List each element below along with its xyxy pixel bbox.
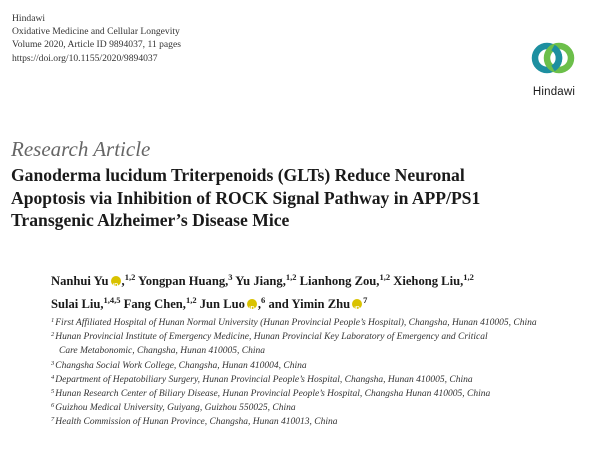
author-line: [51, 268, 591, 291]
hindawi-logo-icon: [529, 34, 577, 82]
volume-line: Volume 2020, Article ID 9894037, 11 pages: [12, 39, 181, 51]
affiliation: $^2$Hunan Provincial Institute of Emergency Medicine, Hunan Provincial Key Laboratory of Emergency and Critical: [51, 331, 488, 343]
author[interactable]: Fang Chen,$^{1,2}$: [123, 295, 197, 311]
author[interactable]: Jun LuoiD ,$^6$: [200, 297, 266, 311]
affiliation: $^3$Changsha Social Work College, Changsha, Hunan 410004, China: [51, 359, 307, 371]
article-type: Research Article: [11, 137, 151, 161]
title-line: Transgenic Alzheimer’s Disease Mice: [11, 210, 290, 231]
author[interactable]: Nanhui YuiD ,$^{1,2}$: [51, 274, 135, 288]
hindawi-logo: [521, 34, 587, 102]
title-line: Apoptosis via Inhibition of ROCK Signal Pathway in APP/PS1: [11, 187, 481, 208]
affiliation-list: [51, 315, 596, 429]
author[interactable]: Xiehong Liu,$^{1,2}$: [393, 272, 474, 288]
affiliation: $^1$First Affiliated Hospital of Hunan Normal University (Hunan Provincial People’s Hospital), Changsha, Hunan 410005, China: [51, 317, 537, 328]
author[interactable]: and Yimin ZhuiD $^7$: [268, 297, 367, 311]
author[interactable]: Yu Jiang,$^{1,2}$: [235, 272, 297, 288]
author[interactable]: Sulai Liu,$^{1,4,5}$: [51, 295, 121, 311]
author-list: [51, 268, 591, 314]
affiliation: Care Metabonomic, Changsha, Hunan 410005, China: [59, 346, 266, 357]
author[interactable]: Lianhong Zou,$^{1,2}$: [299, 272, 391, 288]
affiliation: $^6$Guizhou Medical University, Guiyang, Guizhou 550025, China: [51, 402, 296, 414]
logo-wordmark: Hindawi: [532, 86, 576, 98]
publisher-name: Hindawi: [12, 13, 46, 24]
affiliation: $^5$Hunan Research Center of Biliary Disease, Hunan Provincial People’s Hospital, Changsha Hunan 410005, China: [51, 388, 491, 400]
article-title: [11, 164, 591, 232]
doi-link[interactable]: https://doi.org/10.1155/2020/9894037: [12, 52, 158, 64]
author[interactable]: Yongpan Huang,$^3$: [138, 272, 233, 288]
title-line: Ganoderma lucidum Triterpenoids (GLTs) Reduce Neuronal: [11, 165, 465, 185]
orcid-icon[interactable]: [111, 276, 121, 286]
orcid-icon[interactable]: [352, 299, 362, 309]
affiliation: $^7$Health Commission of Hunan Province, Changsha, Hunan 410013, China: [51, 416, 338, 428]
author-line: [51, 291, 591, 314]
affiliation: $^4$Department of Hepatobiliary Surgery, Hunan Provincial People’s Hospital, Changsha, Hunan 410005, China: [51, 373, 473, 385]
journal-name: Oxidative Medicine and Cellular Longevity: [12, 26, 180, 38]
orcid-icon[interactable]: [247, 299, 257, 309]
journal-meta: [12, 12, 181, 65]
